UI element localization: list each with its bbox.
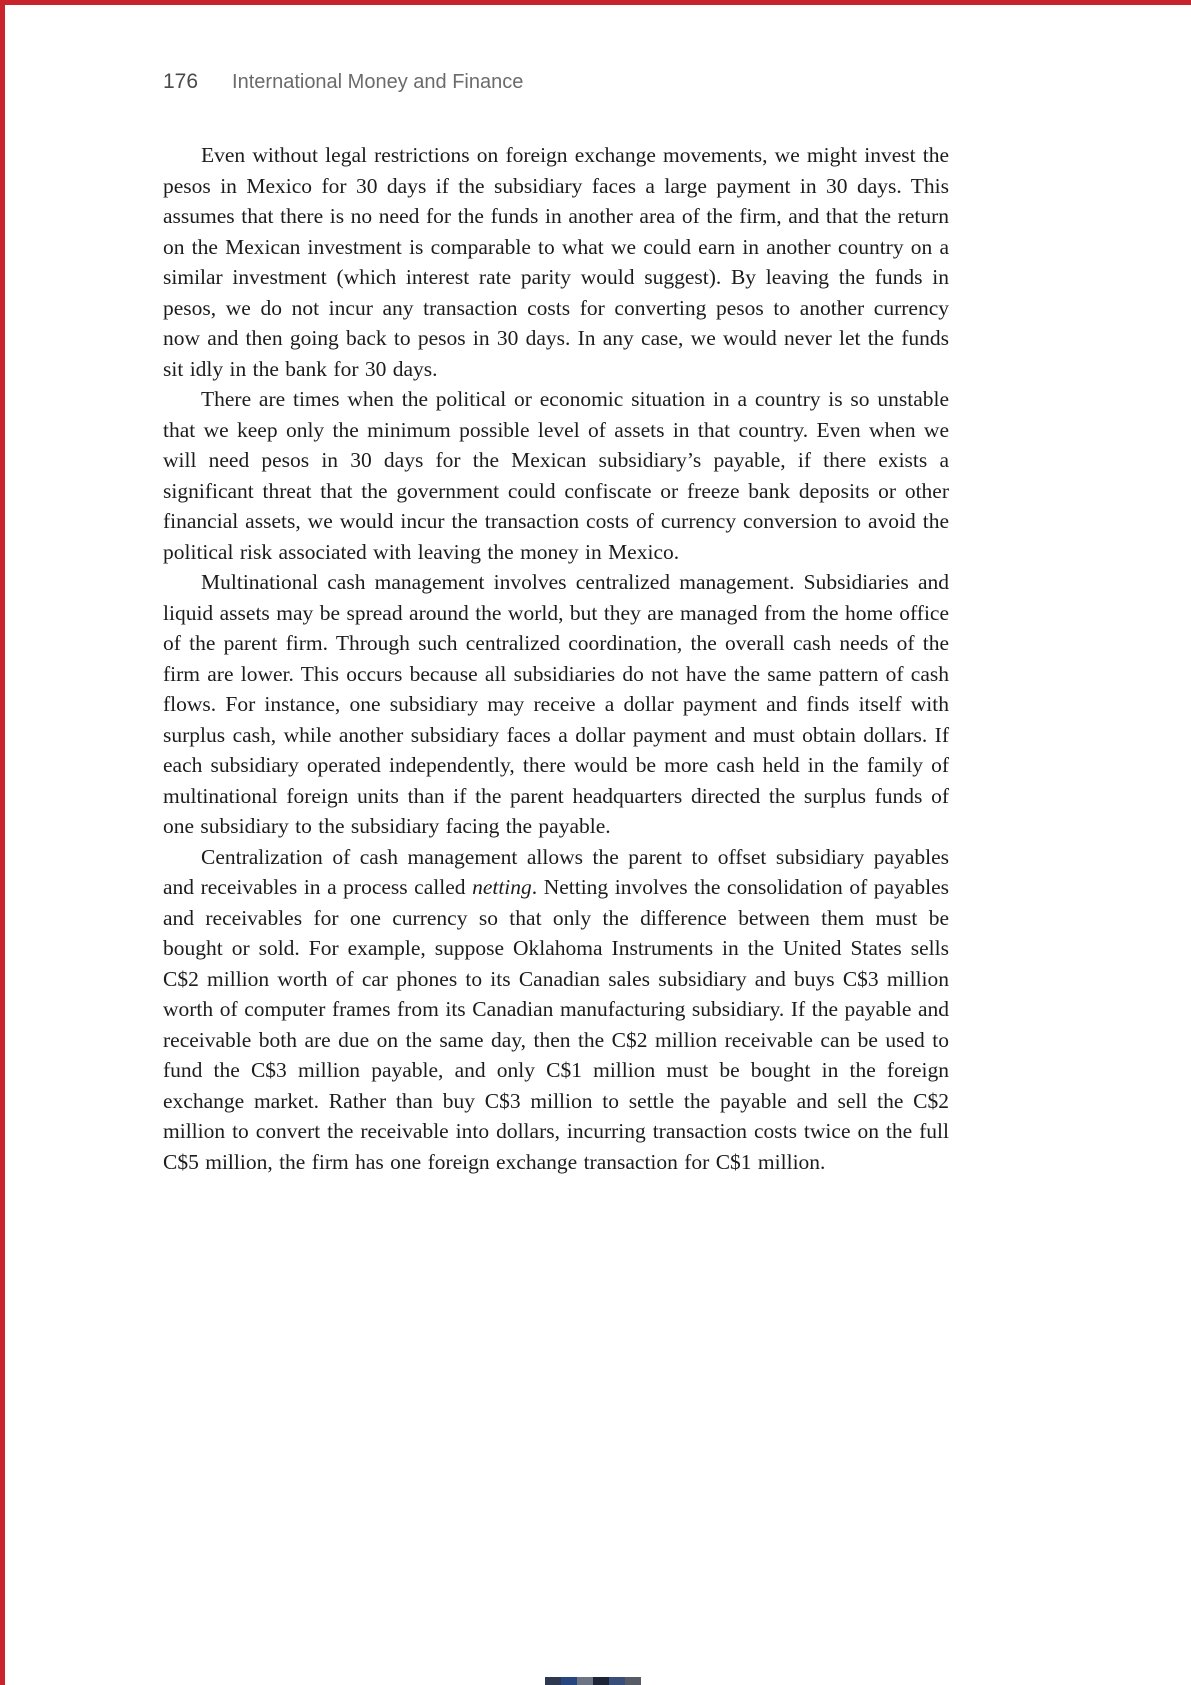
italic-term: netting [472,875,532,899]
scan-artifact-segment [625,1677,641,1685]
scan-artifact-segment [609,1677,625,1685]
scan-artifact-segment [561,1677,577,1685]
scan-edge-top [0,0,1191,5]
scan-artifact-segment [545,1677,561,1685]
text-run: Even without legal restrictions on foreign exchange movements, we might invest the pesos in Mexico for 30 days if the subsidiary faces a large payment in 30 days. This assumes that there is no need for the funds in another area of the firm, and that the return on the Mexican investment is comparable to what we could earn in another country on a similar investment (which interest rate parity would suggest). By leaving the funds in pesos, we do not incur any transaction costs for converting pesos to another currency now and then going back to pesos in 30 days. In any case, we would never let the funds sit idly in the bank for 30 days. [163,143,949,381]
scan-edge-left [0,0,5,1685]
scan-artifact-segment [577,1677,593,1685]
paragraph [163,842,949,1178]
running-head [163,70,949,94]
paragraph [163,140,949,384]
scan-artifact-segment [593,1677,609,1685]
page-number: 176 [163,70,199,93]
text-run: Multinational cash management involves centralized management. Subsidiaries and liquid assets may be spread around the world, but they are managed from the home office of the parent firm. Through such centralized coordination, the overall cash needs of the firm are lower. This occurs because all subsidiaries do not have the same pattern of cash flows. For instance, one subsidiary may receive a dollar payment and finds itself with surplus cash, while another subsidiary faces a dollar payment and must obtain dollars. If each subsidiary operated independently, there would be more cash held in the family of multinational foreign units than if the parent headquarters directed the surplus funds of one subsidiary to the subsidiary facing the payable. [163,570,949,838]
body-text [163,140,949,1177]
text-run: . Netting involves the consolidation of payables and receivables for one currency so that only the difference between them must be bought or sold. For example, suppose Oklahoma Instruments in the United States sells C$2 million worth of car phones to its Canadian sales subsidiary and buys C$3 million worth of computer frames from its Canadian manufacturing subsidiary. If the payable and receivable both are due on the same day, then the C$2 million receivable can be used to fund the C$3 million payable, and only C$1 million must be bought in the foreign exchange market. Rather than buy C$3 million to settle the payable and sell the C$2 million to convert the receivable into dollars, incurring transaction costs twice on the full C$5 million, the firm has one foreign exchange transaction for C$1 million. [163,875,949,1174]
paragraph [163,567,949,842]
page-content [163,70,949,1177]
running-head-title: International Money and Finance [232,71,524,93]
scan-artifact-strip [545,1677,641,1685]
paragraph [163,384,949,567]
text-run: Centralization of cash management allows the parent to offset subsidiary payables and receivables in a process called [163,844,949,899]
text-run: There are times when the political or economic situation in a country is so unstable that we keep only the minimum possible level of assets in that country. Even when we will need pesos in 30 days for the Mexican subsidiary’s payable, if there exists a significant threat that the government could confiscate or freeze bank deposits or other financial assets, we would incur the transaction costs of currency conversion to avoid the political risk associated with leaving the money in Mexico. [163,387,949,564]
